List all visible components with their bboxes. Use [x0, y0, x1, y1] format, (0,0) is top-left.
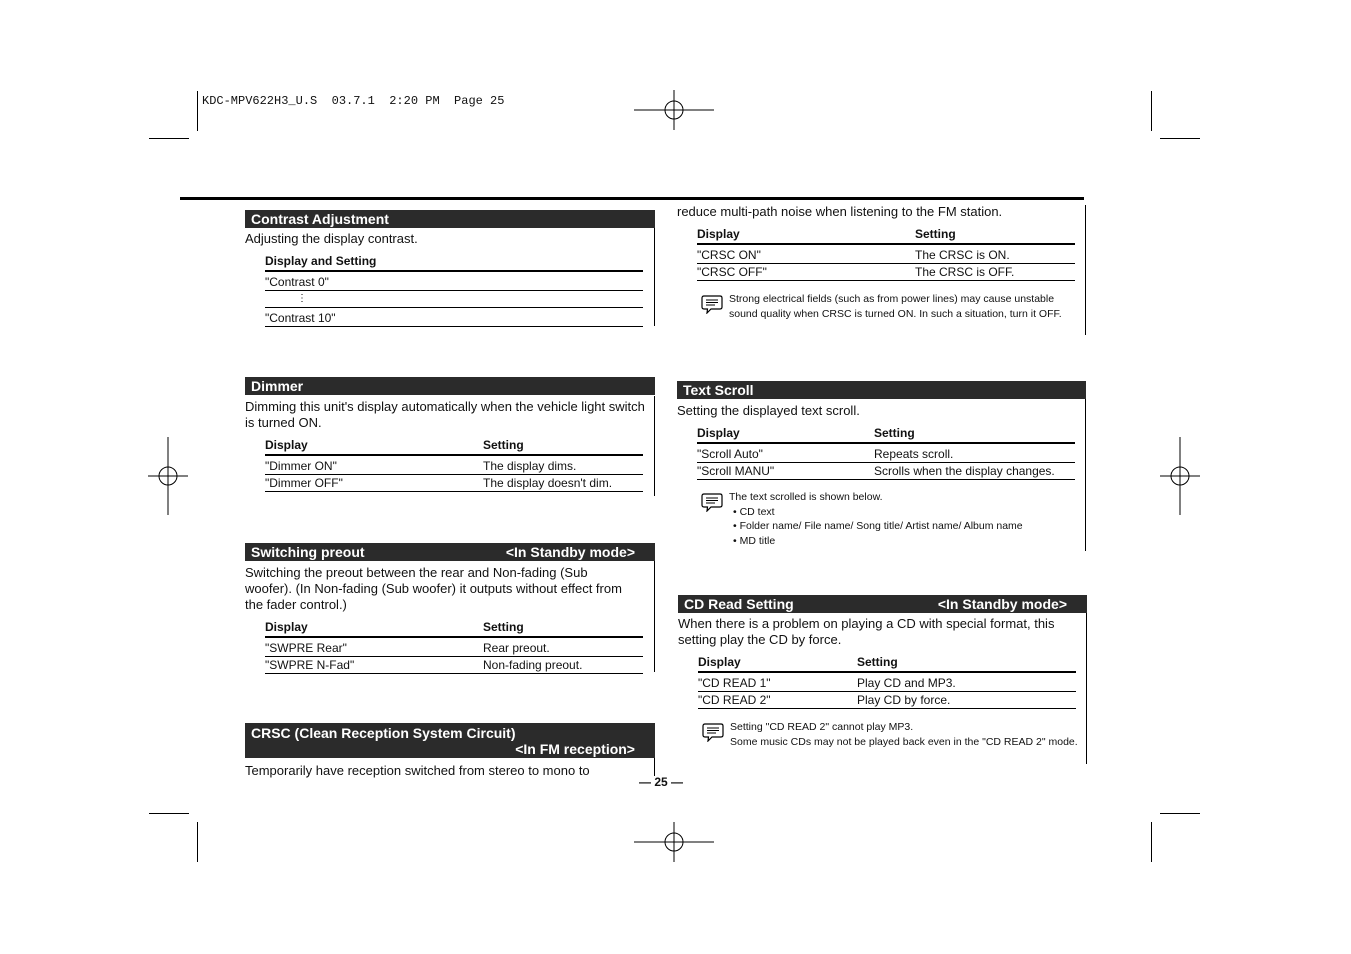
crsc-description-continued: reduce multi-path noise when listening to the FM station. [677, 204, 1003, 219]
cell-setting: Play CD and MP3. [857, 676, 956, 690]
crsc-description-start: Temporarily have reception switched from stereo to mono to [245, 763, 590, 778]
table-header [265, 438, 643, 456]
column-rule [654, 560, 655, 672]
cell-setting: Rear preout. [483, 641, 550, 655]
col-display: Display [265, 620, 308, 634]
col-display: Display [697, 426, 740, 440]
print-header: KDC-MPV622H3_U.S 03.7.1 2:20 PM Page 25 [202, 94, 505, 108]
note-intro: The text scrolled is shown below. [729, 491, 883, 503]
crop-mark [1160, 813, 1200, 814]
col-setting: Setting [483, 620, 524, 634]
list-item: • CD text [733, 505, 775, 518]
note-item: MD title [739, 534, 776, 547]
crsc-mode: <In FM reception> [515, 741, 635, 757]
list-item: • Folder name/ File name/ Song title/ Artist name/ Album name [733, 520, 1023, 532]
cell-setting: Non-fading preout. [483, 658, 583, 672]
dimmer-description: Dimming this unit's display automatically when the vehicle light switch is turned ON. [245, 399, 645, 430]
column-rule [654, 228, 655, 326]
crsc-note: Strong electrical fields (such as from power lines) may cause unstable sound quality when CRSC is turned ON. In such a situation, turn it OFF. [729, 293, 1062, 320]
column-rule [1086, 612, 1087, 764]
top-rule [180, 197, 1084, 200]
col-display: Display [265, 438, 308, 452]
column-rule [1085, 398, 1086, 551]
contrast-description: Adjusting the display contrast. [245, 231, 418, 246]
table-header [697, 426, 1075, 444]
cell-display: "SWPRE N-Fad" [265, 658, 355, 672]
crsc-section-header [245, 723, 655, 758]
col-display: Display [697, 227, 740, 241]
switching-section-header [245, 543, 655, 561]
cell-setting: Repeats scroll. [874, 447, 954, 461]
cell-setting: The CRSC is OFF. [915, 265, 1015, 279]
switching-title: Switching preout [251, 544, 365, 560]
text-scroll-table [697, 426, 1075, 480]
table-row [697, 446, 1075, 463]
column-rule [1085, 205, 1086, 335]
cd-read-note [730, 720, 1078, 749]
table-header [265, 620, 643, 638]
table-header [698, 655, 1076, 673]
cell-setting: The display doesn't dim. [483, 476, 613, 490]
cell-display: "Dimmer OFF" [265, 476, 343, 490]
registration-mark-right [1160, 437, 1200, 515]
crop-mark [1151, 91, 1152, 131]
col-setting: Setting [483, 438, 524, 452]
table-row: "Contrast 10" [265, 310, 643, 327]
cd-read-table [698, 655, 1076, 709]
col-display: Display [698, 655, 741, 669]
column-rule [654, 396, 655, 496]
crop-mark [197, 822, 198, 862]
table-row [698, 692, 1076, 709]
cell-display: "Scroll Auto" [697, 447, 763, 461]
table-row [697, 463, 1075, 480]
crsc-table [697, 227, 1075, 281]
page-number: — 25 — [639, 775, 684, 789]
cell-display: "CRSC ON" [697, 248, 761, 262]
table-row [265, 657, 643, 674]
cell-setting: Play CD by force. [857, 693, 951, 707]
contrast-section-header [245, 210, 655, 228]
note-item: CD text [739, 505, 775, 518]
crop-mark [197, 91, 198, 131]
table-row [265, 475, 643, 492]
note-icon [702, 722, 724, 742]
contrast-table-header: Display and Setting [265, 254, 643, 272]
cd-read-section-header [678, 595, 1087, 613]
switching-description: Switching the preout between the rear and Non-fading (Sub woofer). (In Non-fading (Sub woofer) it outputs without effect from the fader control.) [245, 565, 622, 612]
registration-mark-left [148, 437, 188, 515]
crop-mark [1160, 138, 1200, 139]
contrast-table [265, 254, 643, 327]
table-row: "Contrast 0" [265, 274, 643, 291]
table-header [697, 227, 1075, 245]
note-icon [701, 294, 723, 314]
note-line: Setting "CD READ 2" cannot play MP3. [730, 721, 914, 733]
cell-display: "Dimmer ON" [265, 459, 337, 473]
cell-setting: Scrolls when the display changes. [874, 464, 1055, 478]
dimmer-table [265, 438, 643, 492]
text-scroll-note [729, 490, 1077, 548]
crop-mark [149, 813, 189, 814]
note-icon [701, 492, 723, 512]
cell-display: "CD READ 1" [698, 676, 771, 690]
col-setting: Setting [915, 227, 956, 241]
table-row [265, 458, 643, 475]
col-setting: Setting [874, 426, 915, 440]
column-rule [654, 758, 655, 776]
switching-mode: <In Standby mode> [505, 544, 635, 560]
cell-display: "SWPRE Rear" [265, 641, 347, 655]
switching-table [265, 620, 643, 674]
text-scroll-title: Text Scroll [683, 382, 754, 398]
table-row [698, 675, 1076, 692]
registration-mark-bottom [634, 822, 714, 862]
col-setting: Setting [857, 655, 898, 669]
table-row: ⋮ [265, 291, 643, 308]
text-scroll-description: Setting the displayed text scroll. [677, 403, 860, 418]
registration-mark-top [634, 90, 714, 130]
cell-display: "CRSC OFF" [697, 265, 767, 279]
cell-setting: The display dims. [483, 459, 577, 473]
text-scroll-section-header [677, 381, 1086, 399]
contrast-title: Contrast Adjustment [251, 211, 389, 227]
cd-read-title: CD Read Setting [684, 596, 794, 612]
cd-read-description: When there is a problem on playing a CD with special format, this setting play the CD by force. [678, 616, 1055, 647]
cd-read-mode: <In Standby mode> [937, 596, 1067, 612]
table-row [265, 640, 643, 657]
dimmer-title: Dimmer [251, 378, 304, 394]
cell-setting: The CRSC is ON. [915, 248, 1010, 262]
table-row [697, 247, 1075, 264]
crsc-title: CRSC (Clean Reception System Circuit) [251, 725, 516, 741]
note-line: Some music CDs may not be played back even in the "CD READ 2" mode. [730, 735, 1078, 748]
cell-display: "Scroll MANU" [697, 464, 775, 478]
list-item: • MD title [733, 534, 776, 547]
crop-mark [1151, 822, 1152, 862]
crop-mark [149, 138, 189, 139]
note-item: Folder name/ File name/ Song title/ Artist name/ Album name [739, 520, 1023, 532]
table-row [697, 264, 1075, 281]
dimmer-section-header [245, 377, 655, 395]
cell-display: "CD READ 2" [698, 693, 771, 707]
